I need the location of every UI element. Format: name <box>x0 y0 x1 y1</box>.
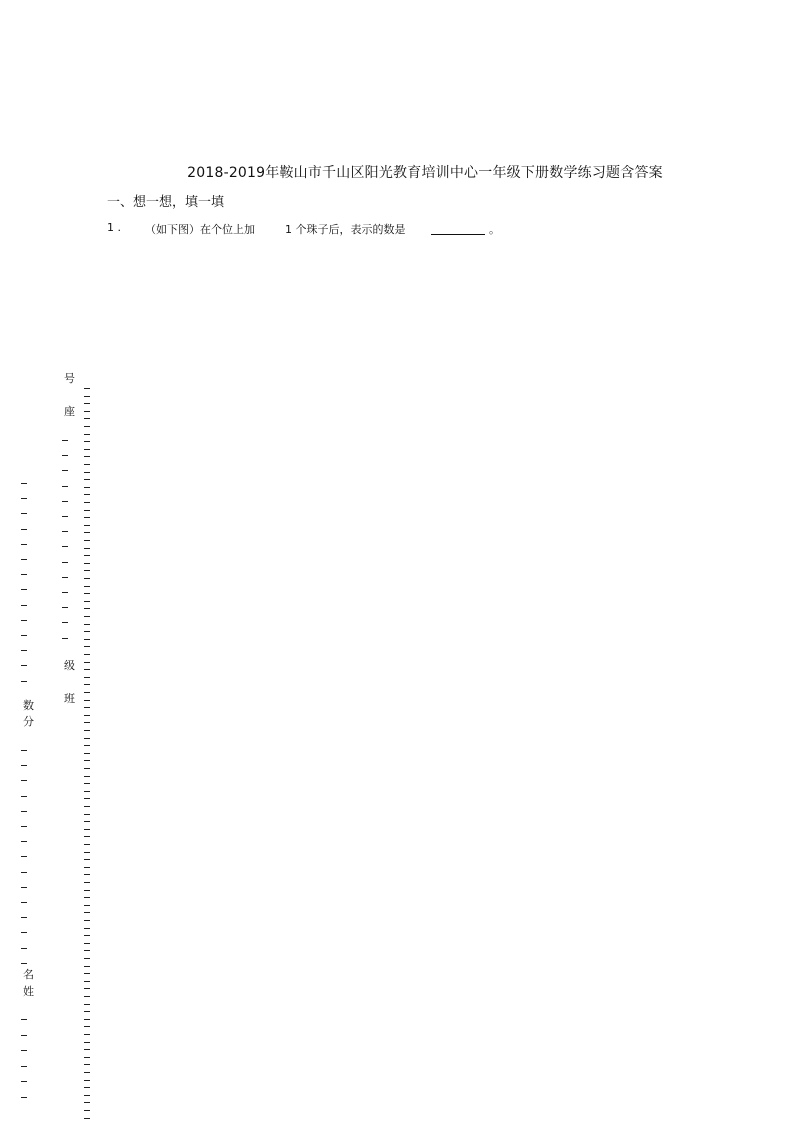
margin-dash <box>84 890 90 891</box>
margin-dash <box>84 1011 90 1012</box>
margin-dash <box>84 814 90 815</box>
margin-dash <box>84 981 90 982</box>
margin-dash <box>84 912 90 913</box>
margin-dash <box>84 715 90 716</box>
margin-dash <box>21 665 27 666</box>
margin-dash <box>84 1087 90 1088</box>
margin-dash <box>84 570 90 571</box>
margin-dash <box>21 841 27 842</box>
margin-dash <box>84 487 90 488</box>
margin-dash <box>84 700 90 701</box>
margin-dash <box>84 821 90 822</box>
margin-dash <box>21 1035 27 1036</box>
margin-dash <box>84 988 90 989</box>
margin-dash <box>84 677 90 678</box>
margin-dash <box>84 776 90 777</box>
margin-dash <box>84 1019 90 1020</box>
margin-dash <box>21 620 27 621</box>
margin-dash <box>21 872 27 873</box>
margin-dash <box>62 607 68 608</box>
margin-dash <box>62 440 68 441</box>
margin-dash <box>84 684 90 685</box>
margin-dash <box>62 455 68 456</box>
margin-dash <box>84 852 90 853</box>
margin-label-ban: 班 <box>64 692 75 705</box>
margin-dash <box>84 882 90 883</box>
margin-dash <box>84 950 90 951</box>
margin-dash <box>84 578 90 579</box>
margin-dash <box>84 601 90 602</box>
margin-dash <box>21 498 27 499</box>
margin-dash <box>21 887 27 888</box>
margin-dash <box>84 760 90 761</box>
margin-dash <box>84 1004 90 1005</box>
margin-dash <box>62 531 68 532</box>
margin-dash <box>21 932 27 933</box>
margin-dash <box>84 1072 90 1073</box>
margin-dash <box>84 669 90 670</box>
margin-dash <box>84 662 90 663</box>
margin-dash <box>21 796 27 797</box>
margin-dash <box>84 1057 90 1058</box>
margin-dash <box>21 917 27 918</box>
margin-dash <box>84 973 90 974</box>
margin-dash <box>84 624 90 625</box>
margin-dash <box>84 1034 90 1035</box>
margin-dash <box>84 540 90 541</box>
margin-dash <box>84 411 90 412</box>
margin-dash <box>84 1064 90 1065</box>
margin-dash <box>21 1081 27 1082</box>
margin-dash <box>21 559 27 560</box>
margin-dash <box>21 856 27 857</box>
margin-dash <box>84 783 90 784</box>
question-number: 1 . <box>107 221 121 234</box>
document-title: 2018-2019年鞍山市千山区阳光教育培训中心一年级下册数学练习题含答案 <box>187 165 663 181</box>
margin-dash <box>21 765 27 766</box>
margin-dash <box>84 867 90 868</box>
margin-dash <box>62 638 68 639</box>
margin-dash <box>62 592 68 593</box>
margin-dash <box>84 646 90 647</box>
margin-dash <box>84 449 90 450</box>
margin-dash <box>21 589 27 590</box>
margin-label-xing: 姓 <box>23 985 34 998</box>
margin-dash <box>84 897 90 898</box>
margin-dash <box>84 434 90 435</box>
margin-dash <box>84 456 90 457</box>
margin-dash <box>84 441 90 442</box>
margin-dash <box>84 616 90 617</box>
margin-dash <box>62 516 68 517</box>
margin-dash <box>84 768 90 769</box>
margin-dash <box>84 836 90 837</box>
margin-dash <box>84 920 90 921</box>
margin-dash <box>84 966 90 967</box>
margin-dash <box>84 722 90 723</box>
margin-dash <box>84 874 90 875</box>
margin-dash <box>84 692 90 693</box>
margin-dash <box>21 1019 27 1020</box>
margin-dash <box>21 1050 27 1051</box>
margin-dash <box>62 562 68 563</box>
margin-dash <box>62 470 68 471</box>
margin-dash <box>84 1095 90 1096</box>
margin-dash <box>84 1026 90 1027</box>
margin-dash <box>84 631 90 632</box>
margin-dash <box>84 548 90 549</box>
margin-dash <box>21 948 27 949</box>
margin-dash <box>84 806 90 807</box>
margin-dash <box>21 483 27 484</box>
margin-dash <box>21 605 27 606</box>
margin-dash <box>84 608 90 609</box>
margin-dash <box>84 798 90 799</box>
margin-dash <box>21 963 27 964</box>
margin-dash <box>84 654 90 655</box>
margin-dash <box>21 513 27 514</box>
margin-dash <box>62 501 68 502</box>
margin-dash <box>84 593 90 594</box>
answer-blank[interactable] <box>431 234 485 235</box>
margin-dash <box>84 935 90 936</box>
margin-dash <box>84 532 90 533</box>
margin-dash <box>84 745 90 746</box>
margin-label-hao: 号 <box>64 372 75 385</box>
margin-label-ji: 级 <box>64 659 75 672</box>
margin-dash <box>62 622 68 623</box>
section-heading: 一、想一想，填一填 <box>107 195 225 210</box>
margin-dash <box>62 546 68 547</box>
margin-dash <box>84 1042 90 1043</box>
margin-dash <box>84 859 90 860</box>
margin-dash <box>84 753 90 754</box>
margin-dash <box>84 510 90 511</box>
margin-dash <box>62 577 68 578</box>
margin-dash <box>84 928 90 929</box>
margin-dash <box>21 902 27 903</box>
margin-dash <box>84 388 90 389</box>
margin-dash <box>21 780 27 781</box>
margin-dash <box>21 1066 27 1067</box>
margin-dash <box>84 1049 90 1050</box>
margin-dash <box>84 479 90 480</box>
margin-dash <box>84 426 90 427</box>
margin-dash <box>21 529 27 530</box>
margin-label-zuo: 座 <box>64 405 75 418</box>
margin-dash <box>84 586 90 587</box>
margin-dash <box>84 472 90 473</box>
margin-dash <box>21 574 27 575</box>
margin-dash <box>84 502 90 503</box>
margin-dash <box>84 563 90 564</box>
question-text-part-b: 1 个珠子后，表示的数是 <box>285 223 406 236</box>
margin-dash <box>84 639 90 640</box>
margin-dash <box>84 1110 90 1111</box>
margin-dash <box>21 635 27 636</box>
margin-dash <box>84 958 90 959</box>
margin-dash <box>84 403 90 404</box>
margin-dash <box>84 844 90 845</box>
margin-dash <box>84 730 90 731</box>
margin-dash <box>84 555 90 556</box>
question-end-mark: 。 <box>489 223 500 236</box>
margin-dash <box>84 707 90 708</box>
margin-dash <box>21 1097 27 1098</box>
margin-label-fen: 分 <box>23 715 34 728</box>
question-text-part-a: （如下图）在个位上加 <box>145 223 255 236</box>
margin-dash <box>84 738 90 739</box>
margin-label-ming: 名 <box>23 968 34 981</box>
margin-dash <box>84 517 90 518</box>
margin-dash <box>84 829 90 830</box>
margin-dash <box>84 1118 90 1119</box>
margin-dash <box>84 464 90 465</box>
margin-dash <box>84 1080 90 1081</box>
margin-dash <box>21 826 27 827</box>
margin-dash <box>84 525 90 526</box>
margin-dash <box>21 750 27 751</box>
margin-dash <box>21 650 27 651</box>
margin-dash <box>62 486 68 487</box>
margin-dash <box>84 943 90 944</box>
margin-dash <box>21 681 27 682</box>
margin-dash <box>84 905 90 906</box>
margin-dash <box>21 544 27 545</box>
margin-dash <box>84 418 90 419</box>
margin-label-shu: 数 <box>23 699 34 712</box>
margin-dash <box>21 811 27 812</box>
margin-dash <box>84 396 90 397</box>
margin-dash <box>84 1102 90 1103</box>
margin-dash <box>84 494 90 495</box>
margin-dash <box>84 791 90 792</box>
margin-dash <box>84 996 90 997</box>
